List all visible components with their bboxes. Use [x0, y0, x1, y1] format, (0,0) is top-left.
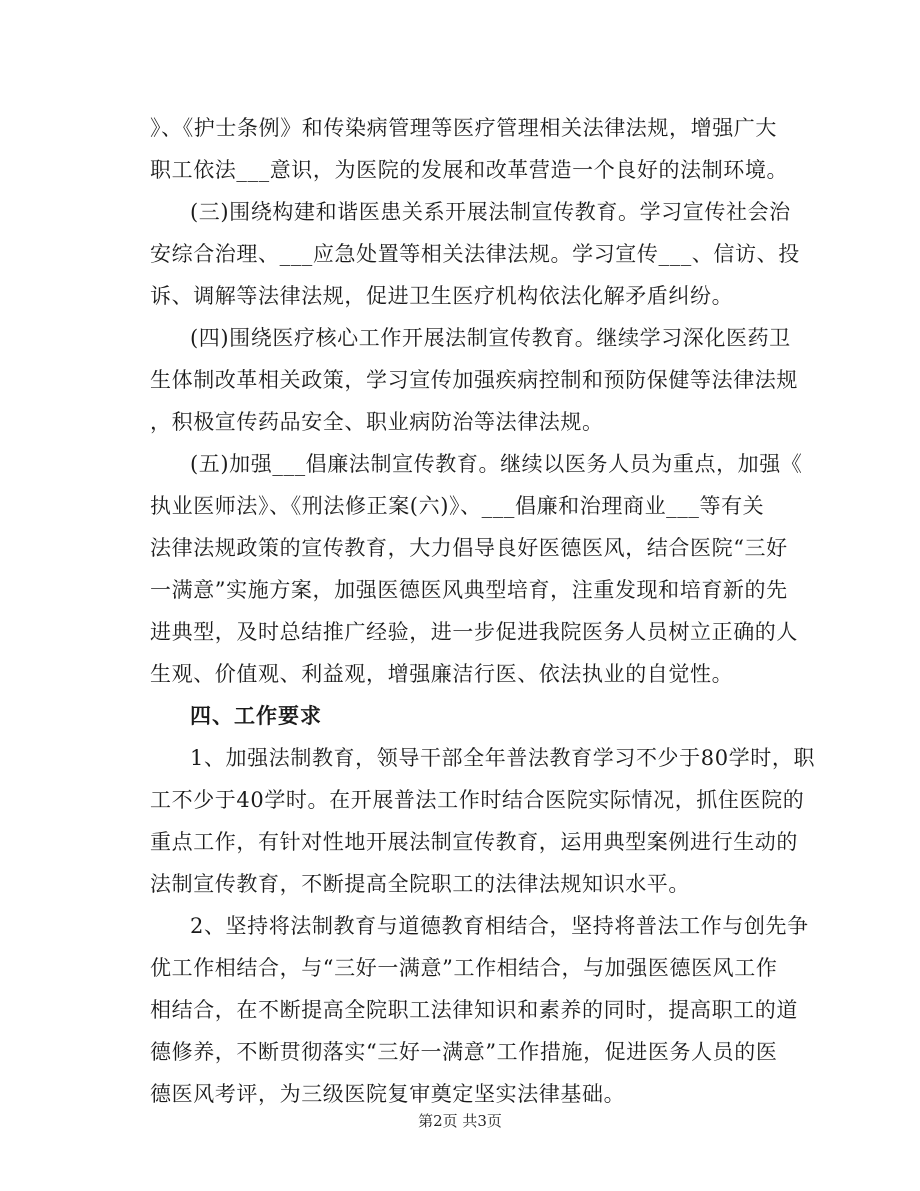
body-line: 安综合治理、___应急处置等相关法律法规。学习宣传___、信访、投: [150, 242, 800, 266]
body-line: 2、坚持将法制教育与道德教育相结合，坚持将普法工作与创先争: [190, 914, 809, 938]
body-line: (五)加强___倡廉法制宣传教育。继续以医务人员为重点，加强《: [190, 452, 803, 476]
body-line: 优工作相结合，与“三好一满意”工作相结合，与加强医德医风工作: [150, 956, 778, 980]
body-line: 德医风考评，为三级医院复审奠定坚实法律基础。: [150, 1082, 626, 1106]
body-line: 工不少于40学时。在开展普法工作时结合医院实际情况，抓住医院的: [150, 788, 805, 812]
body-line: 职工依法___意识，为医院的发展和改革营造一个良好的法制环境。: [150, 158, 789, 182]
body-line: (四)围绕医疗核心工作开展法制宣传教育。继续学习深化医药卫: [190, 326, 791, 350]
body-line: ，积极宣传药品安全、职业病防治等法律法规。: [150, 410, 604, 434]
body-line: 生观、价值观、利益观，增强廉洁行医、依法执业的自觉性。: [150, 662, 734, 686]
body-line: 法制宣传教育，不断提高全院职工的法律法规知识水平。: [150, 872, 690, 896]
body-line: 诉、调解等法律法规，促进卫生医疗机构依法化解矛盾纠纷。: [150, 284, 734, 308]
body-line: 》、《护士条例》和传染病管理等医疗管理相关法律法规，增强广大: [150, 116, 777, 140]
body-line: (三)围绕构建和谐医患关系开展法制宣传教育。学习宣传社会治: [190, 200, 791, 224]
body-line: 生体制改革相关政策，学习宣传加强疾病控制和预防保健等法律法规: [150, 368, 798, 392]
body-line: 一满意”实施方案，加强医德医风典型培育，注重发现和培育新的先: [150, 578, 788, 602]
section-heading: 四、工作要求: [190, 704, 322, 728]
body-line: 重点工作，有针对性地开展法制宣传教育，运用典型案例进行生动的: [150, 830, 798, 854]
body-line: 1、加强法制教育，领导干部全年普法教育学习不少于80学时，职: [190, 746, 816, 770]
body-line: 进典型，及时总结推广经验，进一步促进我院医务人员树立正确的人: [150, 620, 798, 644]
body-line: 相结合，在不断提高全院职工法律知识和素养的同时，提高职工的道: [150, 998, 798, 1022]
body-line: 德修养，不断贯彻落实“三好一满意”工作措施，促进医务人员的医: [150, 1040, 778, 1064]
page-number-footer: 第2页 共3页: [418, 1112, 502, 1130]
body-line: 执业医师法》、《刑法修正案(六)》、___倡廉和治理商业___等有关: [150, 494, 765, 518]
body-line: 法律法规政策的宣传教育，大力倡导良好医德医风，结合医院“三好: [150, 536, 788, 560]
